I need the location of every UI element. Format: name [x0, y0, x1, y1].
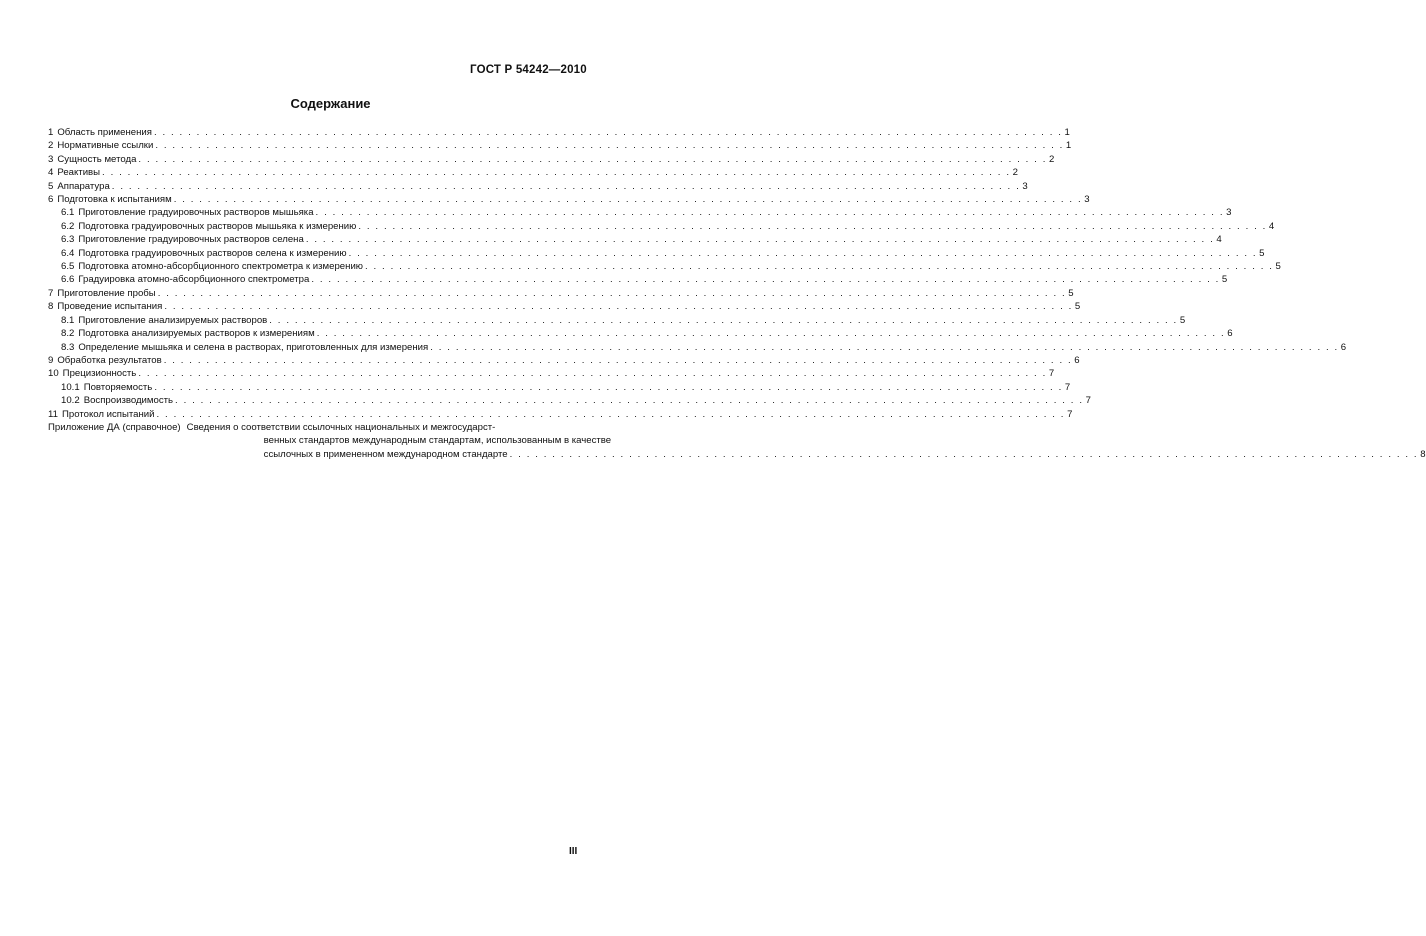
toc-item[interactable] — [48, 139, 1072, 152]
toc-subitem[interactable] — [48, 381, 1071, 394]
toc-item-title: Подготовка атомно-абсорбционного спектрометра к измерению — [78, 261, 363, 273]
appendix-line: Сведения о соответствии ссылочных национальных и межгосударст- — [186, 421, 496, 433]
toc-item-page: 5 — [1179, 314, 1186, 326]
toc-item-title: Приготовление пробы — [57, 287, 156, 299]
toc-item-number: 4 — [48, 167, 54, 179]
standard-code: ГОСТ Р 54242—2010 — [470, 64, 587, 76]
toc-leader — [173, 394, 1086, 407]
toc-item-page: 4 — [1268, 220, 1275, 232]
toc-subitem[interactable] — [48, 341, 1347, 354]
toc-item-number: 8 — [48, 301, 54, 313]
toc-item[interactable] — [48, 300, 1081, 313]
toc-item-number: 3 — [48, 153, 54, 165]
toc-item-page: 7 — [1064, 381, 1071, 393]
toc-leader — [156, 287, 1069, 300]
toc-item-title: Подготовка градуировочных растворов мышьяка к измерению — [78, 220, 357, 232]
toc-item-title: Градуировка атомно-абсорбционного спектрометра — [78, 274, 310, 286]
toc-leader — [162, 300, 1075, 313]
toc-item-title: Повторяемость — [83, 381, 153, 393]
toc-item-page: 4 — [1216, 234, 1222, 246]
toc-item-number: 11 — [48, 408, 58, 420]
toc-item-title: Область применения — [57, 127, 152, 138]
toc-item-page: 7 — [1067, 408, 1073, 420]
toc-item-page: 6 — [1340, 341, 1347, 353]
toc-item-number: 6.6 — [61, 274, 75, 286]
toc-item-page: 8 — [1420, 448, 1426, 460]
toc-item-page: 3 — [1226, 207, 1232, 219]
table-of-contents — [48, 126, 1426, 461]
toc-item-page: 5 — [1074, 301, 1081, 313]
toc-subitem[interactable] — [48, 394, 1091, 407]
toc-item-title: Приготовление градуировочных растворов селена — [78, 234, 304, 246]
appendix-line: ссылочных в примененном международном стандарте — [263, 448, 508, 460]
toc-item-number: 6.3 — [61, 234, 75, 246]
toc-item-page: 5 — [1068, 287, 1074, 299]
toc-leader — [110, 180, 1023, 193]
toc-item-page: 3 — [1022, 180, 1028, 192]
toc-leader — [304, 233, 1217, 246]
toc-item-title: Протокол испытаний — [61, 408, 155, 420]
toc-item[interactable] — [48, 153, 1055, 166]
toc-item-number: 6.4 — [61, 247, 75, 259]
toc-item-page: 6 — [1227, 328, 1233, 340]
toc-item-number: 10.1 — [61, 381, 80, 393]
toc-item[interactable] — [48, 367, 1055, 380]
toc-leader — [152, 126, 1065, 139]
toc-item[interactable] — [48, 166, 1018, 179]
toc-item-title: Проведение испытания — [57, 301, 163, 313]
toc-item-title: Подготовка анализируемых растворов к измерениям — [78, 328, 315, 340]
toc-item-page: 2 — [1048, 153, 1055, 165]
toc-leader — [136, 153, 1049, 166]
toc-leader — [314, 206, 1227, 219]
toc-leader — [356, 220, 1269, 233]
toc-item-number: 10 — [48, 368, 59, 380]
toc-subitem[interactable] — [48, 314, 1186, 327]
toc-item-title: Обработка результатов — [57, 354, 162, 366]
appendix-line: венных стандартов международным стандартам, использованным в качестве — [263, 435, 612, 447]
toc-leader — [315, 327, 1228, 340]
toc-leader — [267, 314, 1180, 327]
toc-leader — [162, 354, 1075, 367]
toc-leader — [309, 273, 1222, 286]
toc-subitem[interactable] — [48, 247, 1265, 260]
toc-item-page: 2 — [1012, 167, 1018, 179]
toc-item-number: 6.5 — [61, 261, 75, 273]
toc-item[interactable] — [48, 126, 1070, 139]
toc-leader — [347, 247, 1260, 260]
toc-item-title: Приготовление анализируемых растворов — [78, 314, 268, 326]
toc-leader — [136, 367, 1049, 380]
toc-item-title: Прецизионность — [62, 368, 137, 380]
toc-subitem[interactable] — [48, 206, 1232, 219]
toc-item-number: 6 — [48, 194, 54, 206]
toc-item-number: 6.1 — [61, 207, 75, 219]
toc-item-page: 3 — [1084, 194, 1090, 206]
toc-leader — [428, 341, 1341, 354]
toc-item-number: 8.1 — [61, 314, 75, 326]
toc-leader — [508, 448, 1421, 461]
toc-subitem[interactable] — [48, 273, 1228, 286]
toc-leader — [153, 139, 1066, 152]
appendix-last-line — [264, 448, 1426, 461]
toc-item-title: Подготовка к испытаниям — [57, 194, 172, 206]
toc-item-page: 5 — [1275, 261, 1281, 273]
toc-appendix[interactable] — [48, 421, 1426, 461]
toc-item-page: 5 — [1259, 247, 1265, 259]
toc-item-number: 8.2 — [61, 328, 75, 340]
toc-subitem[interactable] — [48, 220, 1275, 233]
toc-item-number: 10.2 — [61, 395, 80, 407]
toc-subitem[interactable] — [48, 260, 1281, 273]
toc-item-page: 1 — [1064, 127, 1070, 138]
toc-item-number: 1 — [48, 127, 54, 138]
toc-item-page: 1 — [1065, 140, 1072, 152]
toc-item[interactable] — [48, 354, 1080, 367]
toc-item-page: 7 — [1048, 368, 1055, 380]
toc-item[interactable] — [48, 408, 1073, 421]
toc-leader — [363, 260, 1276, 273]
toc-item-title: Подготовка градуировочных растворов селена к измерению — [78, 247, 347, 259]
toc-item-title: Нормативные ссылки — [57, 140, 154, 152]
toc-item-title: Воспроизводимость — [83, 395, 174, 407]
toc-item-number: 8.3 — [61, 341, 75, 353]
toc-item-number: 2 — [48, 140, 54, 152]
appendix-label: Приложение ДА (справочное) — [48, 421, 181, 433]
toc-item[interactable] — [48, 180, 1028, 193]
appendix-description — [181, 421, 1426, 461]
toc-item[interactable] — [48, 287, 1074, 300]
toc-item-number: 9 — [48, 354, 54, 366]
toc-leader — [172, 193, 1085, 206]
toc-leader — [152, 381, 1065, 394]
toc-item[interactable] — [48, 193, 1090, 206]
toc-item-title: Реактивы — [57, 167, 101, 179]
page-title: Содержание — [290, 96, 371, 111]
toc-item-number: 5 — [48, 180, 54, 192]
toc-item-number: 6.2 — [61, 220, 75, 232]
toc-subitem[interactable] — [48, 233, 1222, 246]
toc-item-page: 5 — [1221, 274, 1228, 286]
toc-leader — [100, 166, 1013, 179]
toc-item-title: Аппаратура — [57, 180, 110, 192]
toc-leader — [155, 408, 1068, 421]
toc-item-page: 6 — [1074, 354, 1080, 366]
toc-item-page: 7 — [1085, 395, 1091, 407]
toc-item-title: Сущность метода — [57, 153, 137, 165]
toc-item-title: Определение мышьяка и селена в растворах, приготовленных для измерения — [78, 341, 429, 353]
toc-subitem[interactable] — [48, 327, 1233, 340]
page-number: III — [569, 846, 578, 857]
toc-item-number: 7 — [48, 287, 54, 299]
toc-item-title: Приготовление градуировочных растворов мышьяка — [78, 207, 314, 219]
